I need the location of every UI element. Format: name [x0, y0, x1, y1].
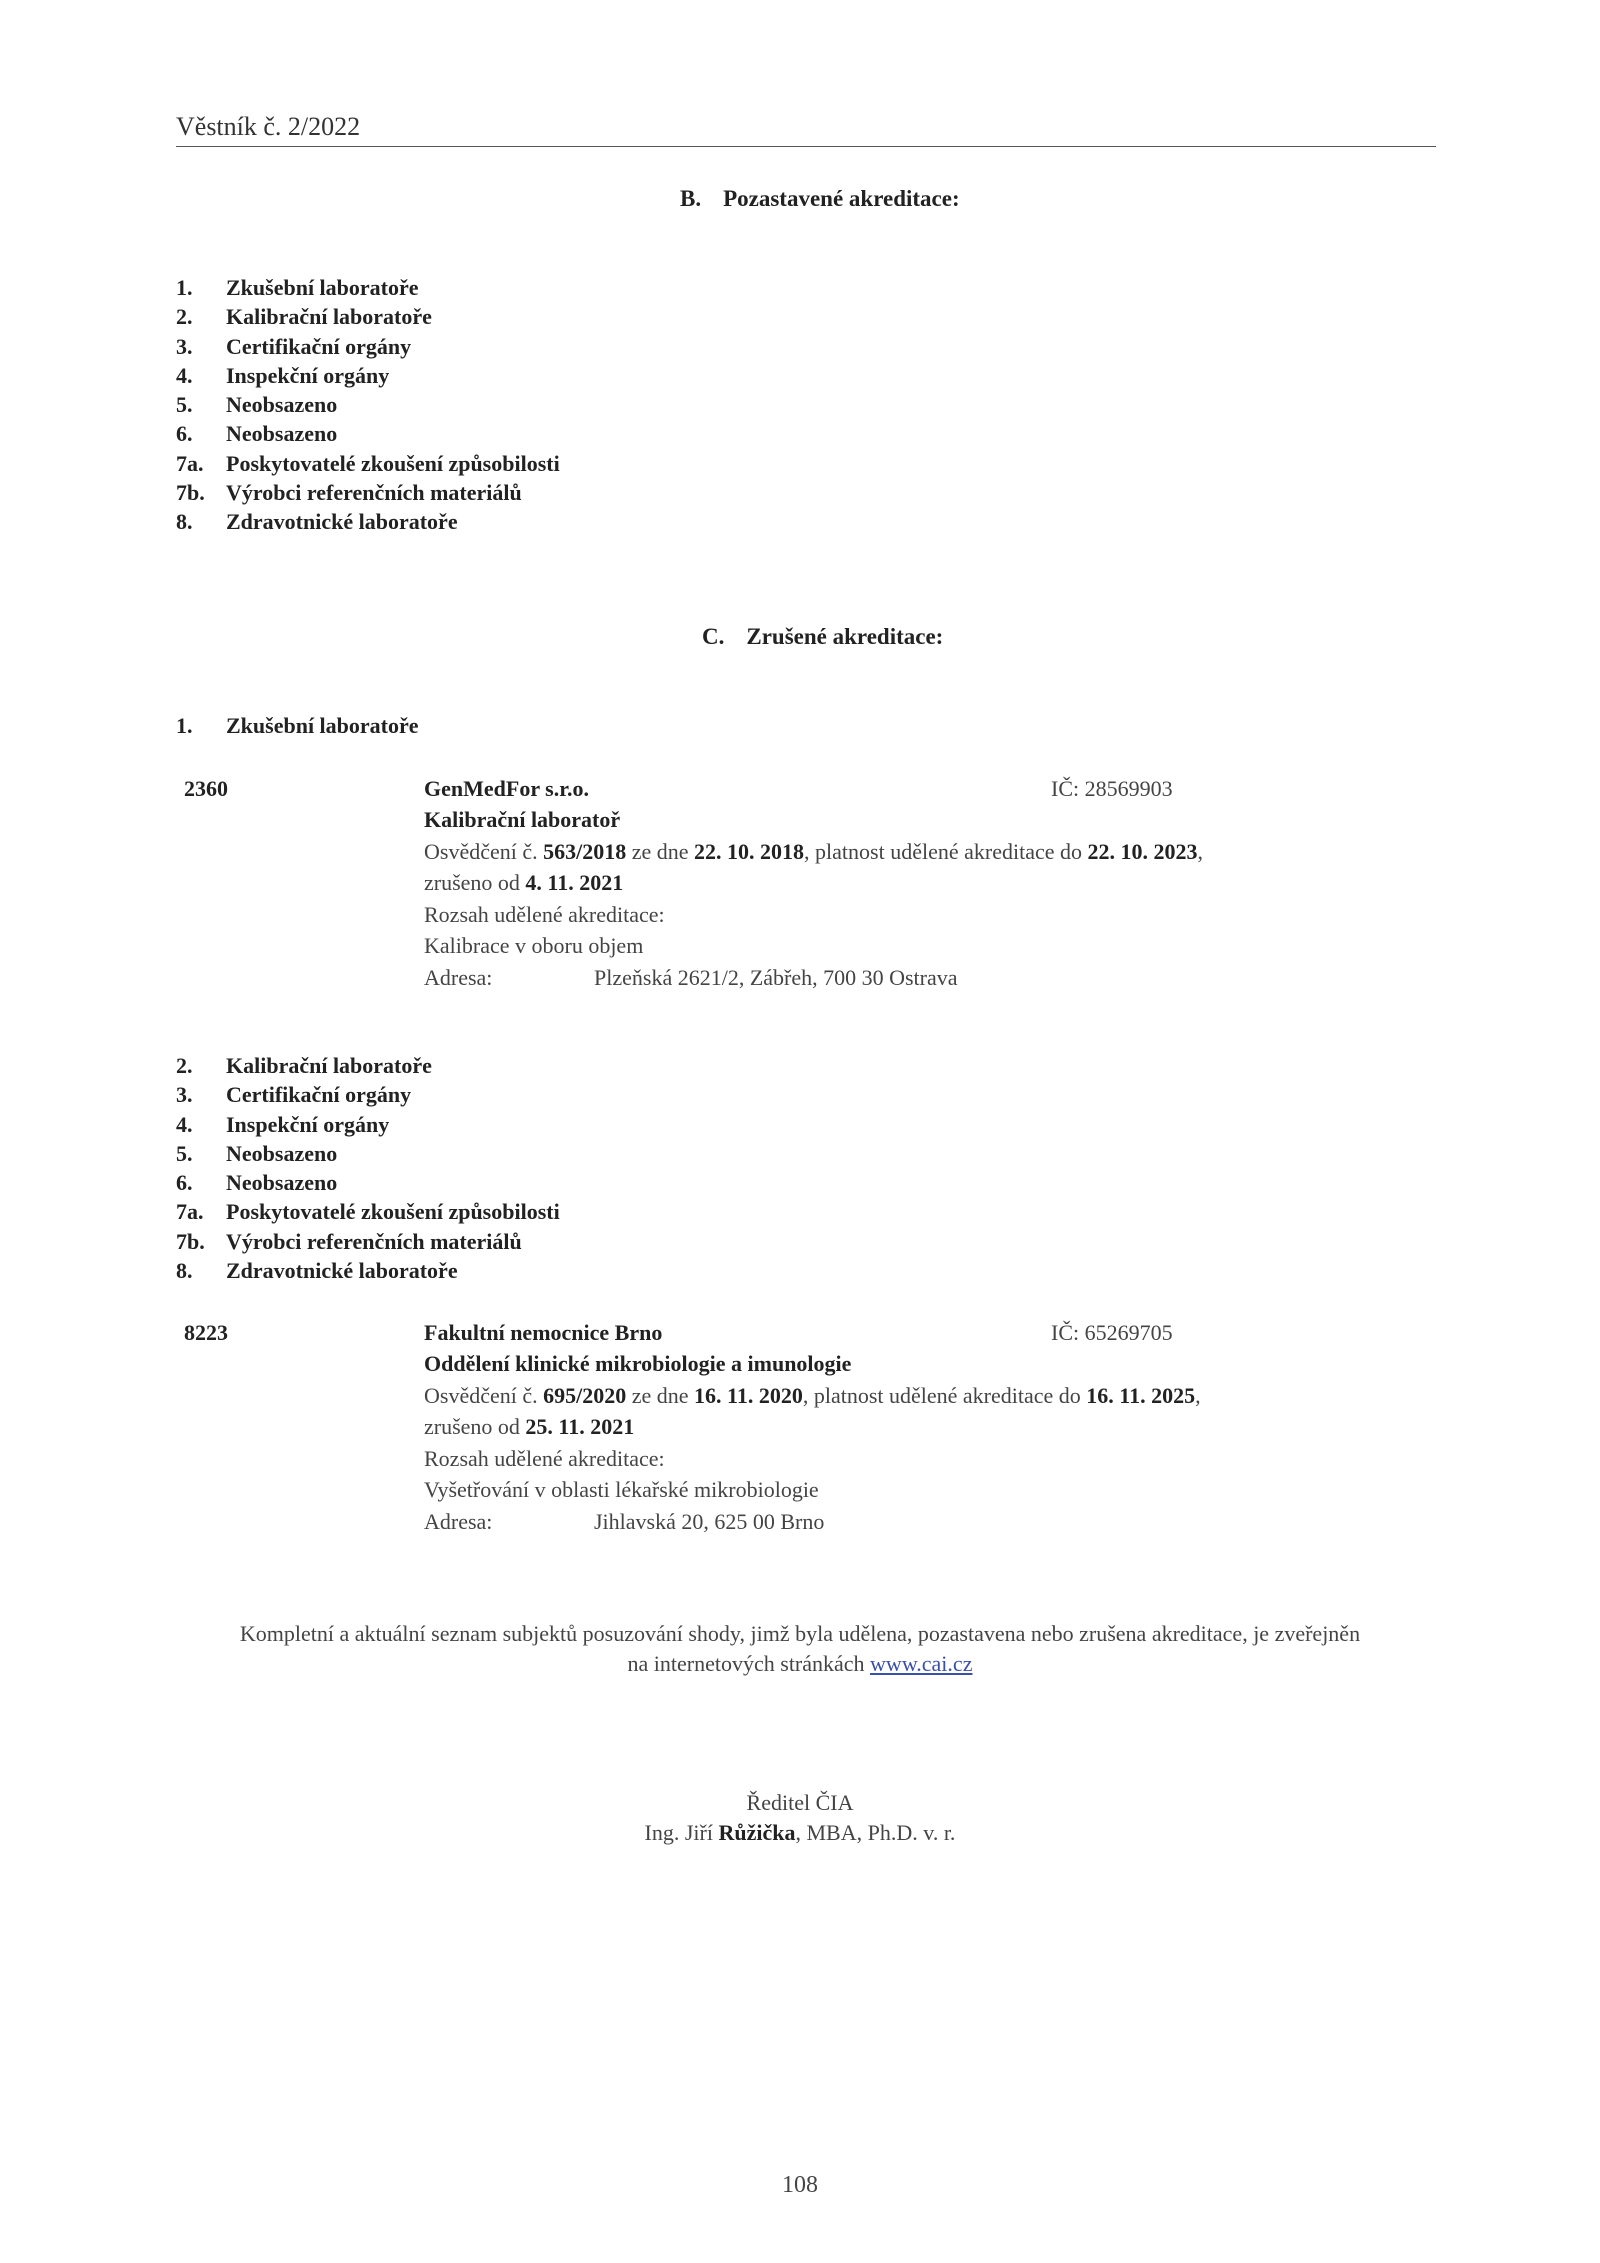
section-c-category-list: [176, 1051, 560, 1285]
section-c-letter: C.: [702, 624, 725, 649]
list-item: 2. Kalibrační laboratoře: [176, 1053, 432, 1078]
company-id: IČ: 65269705: [1051, 1320, 1173, 1345]
signatory-name: Ing. Jiří Růžička, MBA, Ph.D. v. r.: [644, 1820, 956, 1845]
cancellation-line: zrušeno od 4. 11. 2021: [424, 870, 624, 895]
list-item: 2. Kalibrační laboratoře: [176, 304, 432, 330]
scope-text: Kalibrace v oboru objem: [424, 933, 644, 958]
certificate-line: Osvědčení č. 563/2018 ze dne 22. 10. 2018, platnost udělené akreditace do 22. 10. 2023,: [424, 839, 1203, 864]
signatory-role: Ředitel ČIA: [746, 1790, 854, 1815]
list-item: 7a. Poskytovatelé zkoušení způsobilosti: [176, 450, 560, 476]
list-item: 3. Certifikační orgány: [176, 333, 412, 359]
list-item: 5. Neobsazeno: [176, 1140, 338, 1166]
scope-label: Rozsah udělené akreditace:: [424, 902, 665, 927]
section-c-first-category: [176, 711, 419, 740]
entity-name: Fakultní nemocnice Brno: [424, 1320, 663, 1345]
list-item: 4. Inspekční orgány: [176, 362, 390, 388]
address-label: Adresa:: [424, 965, 493, 990]
cancellation-line: zrušeno od 25. 11. 2021: [424, 1414, 635, 1439]
list-item: 4. Inspekční orgány: [176, 1111, 390, 1137]
list-item: 6. Neobsazeno: [176, 421, 338, 447]
section-b-heading: [680, 186, 960, 212]
company-id: IČ: 28569903: [1051, 776, 1173, 801]
page-number: 108: [782, 2172, 818, 2198]
entity-name: GenMedFor s.r.o.: [424, 776, 589, 801]
section-b-letter: B.: [680, 186, 702, 211]
section-c-title: Zrušené akreditace:: [746, 624, 944, 649]
registration-number: 8223: [184, 1320, 228, 1345]
section-c-heading: [702, 624, 943, 650]
list-item: 8. Zdravotnické laboratoře: [176, 1258, 458, 1284]
list-item: 1. Zkušební laboratoře: [176, 713, 419, 738]
signature-block: [0, 1788, 1600, 1848]
list-item: 7b. Výrobci referenčních materiálů: [176, 480, 522, 506]
section-b-title: Pozastavené akreditace:: [723, 186, 960, 211]
list-item: 8. Zdravotnické laboratoře: [176, 509, 458, 535]
list-item: 6. Neobsazeno: [176, 1170, 338, 1196]
department-name: Oddělení klinické mikrobiologie a imunologie: [424, 1351, 852, 1376]
footer-note-line1: Kompletní a aktuální seznam subjektů posuzování shody, jimž byla udělena, pozastavena nebo zrušena akreditace, je zveřejněn: [239, 1621, 1361, 1646]
section-b-category-list: [176, 273, 560, 537]
list-item: 3. Certifikační orgány: [176, 1082, 412, 1108]
header-rule: [176, 146, 1436, 147]
scope-text: Vyšetřování v oblasti lékařské mikrobiologie: [424, 1477, 819, 1502]
footer-note: [0, 1619, 1600, 1679]
registration-number: 2360: [184, 776, 228, 801]
department-name: Kalibrační laboratoř: [424, 807, 621, 832]
footer-note-line2: na internetových stránkách www.cai.cz: [627, 1651, 973, 1676]
address-value: Jihlavská 20, 625 00 Brno: [594, 1509, 825, 1534]
cai-website-link[interactable]: www.cai.cz: [870, 1651, 973, 1676]
list-item: 7a. Poskytovatelé zkoušení způsobilosti: [176, 1199, 560, 1225]
address-label: Adresa:: [424, 1509, 493, 1534]
list-item: 7b. Výrobci referenčních materiálů: [176, 1228, 522, 1254]
address-value: Plzeňská 2621/2, Zábřeh, 700 30 Ostrava: [594, 965, 958, 990]
certificate-line: Osvědčení č. 695/2020 ze dne 16. 11. 2020, platnost udělené akreditace do 16. 11. 2025,: [424, 1383, 1201, 1408]
scope-label: Rozsah udělené akreditace:: [424, 1446, 665, 1471]
list-item: 1. Zkušební laboratoře: [176, 275, 419, 300]
journal-title: Věstník č. 2/2022: [176, 112, 361, 141]
list-item: 5. Neobsazeno: [176, 392, 338, 418]
